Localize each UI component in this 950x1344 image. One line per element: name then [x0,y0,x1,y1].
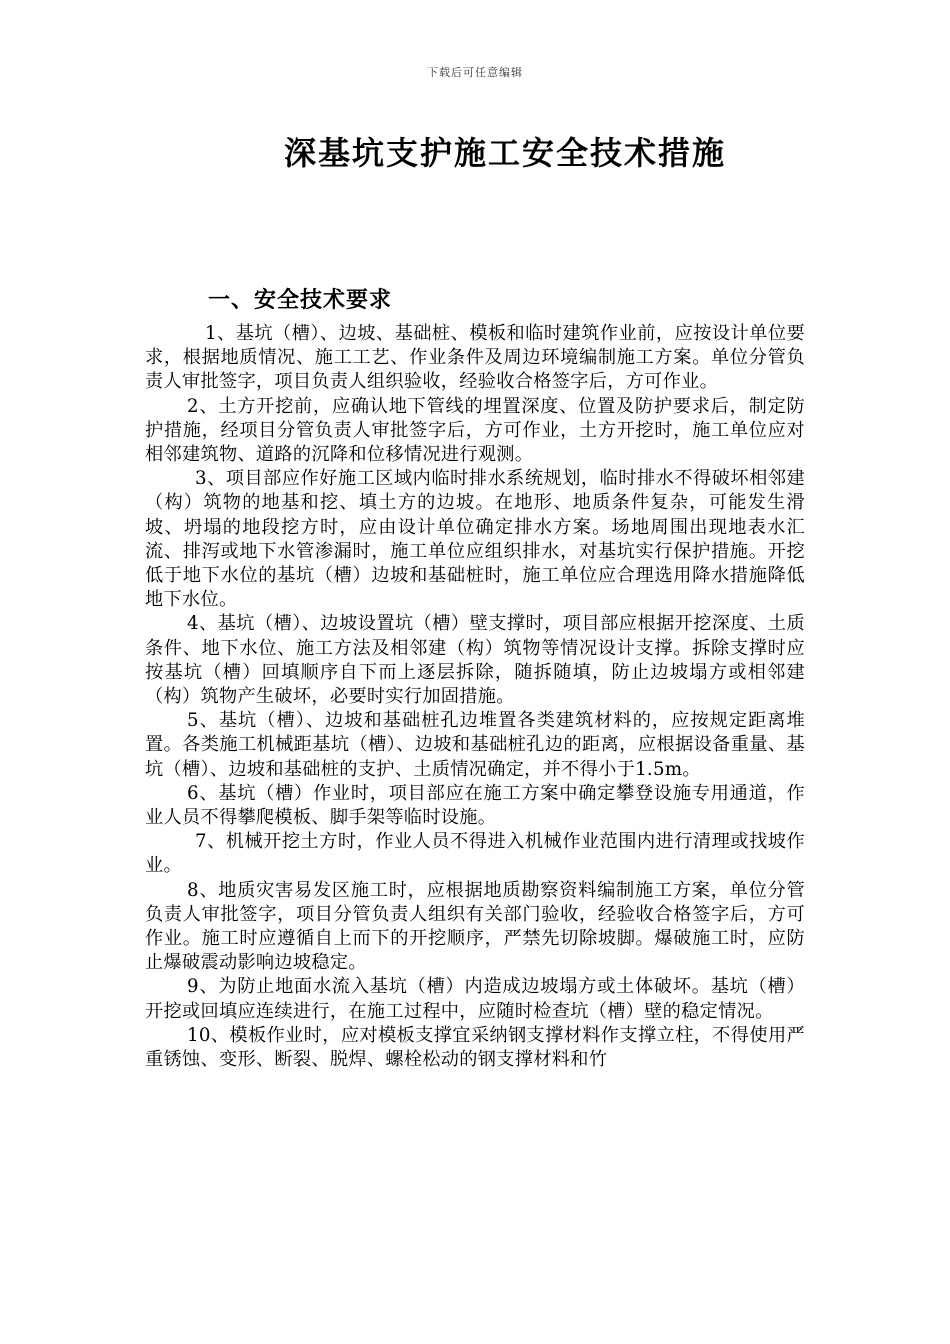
paragraph-7: 7、机械开挖土方时，作业人员不得进入机械作业范围内进行清理或找坡作业。 [145,831,805,877]
paragraph-10: 10、模板作业时，应对模板支撑宜采纳钢支撑材料作支撑立柱，不得使用严重锈蚀、变形、断裂、脱焊、螺栓松动的钢支撑材料和竹 [145,1024,805,1071]
paragraph-8: 8、地质灾害易发区施工时，应根据地质勘察资料编制施工方案，单位分管负责人审批签字，项目分管负责人组织有关部门验收，经验收合格签字后，方可作业。施工时应遵循自上而下的开挖顺序，严禁先切除坡脚。爆破施工时，应防止爆破震动影响边坡稳定。 [145,879,805,974]
paragraph-9: 9、为防止地面水流入基坑（槽）内造成边坡塌方或土体破坏。基坑（槽）开挖或回填应连续进行，在施工过程中，应随时检查坑（槽）壁的稳定情况。 [145,976,805,1022]
paragraph-6: 6、基坑（槽）作业时，项目部应在施工方案中确定攀登设施专用通道，作业人员不得攀爬模板、脚手架等临时设施。 [145,782,805,829]
paragraph-4: 4、基坑（槽）、边坡设置坑（槽）壁支撑时，项目部应根据开挖深度、土质条件、地下水位、施工方法及相邻建（构）筑物等情况设计支撑。拆除支撑时应按基坑（槽）回填顺序自下而上逐层拆除，随拆随填，防止边坡塌方或相邻建（构）筑物产生破坏，必要时实行加固措施。 [145,613,805,708]
paragraph-1: 1、基坑（槽）、边坡、基础桩、模板和临时建筑作业前，应按设计单位要求，根据地质情况、施工工艺、作业条件及周边环境编制施工方案。单位分管负责人审批签字，项目负责人组织验收，经验收合格签字后，方可作业。 [145,323,805,393]
paragraph-2: 2、土方开挖前，应确认地下管线的埋置深度、位置及防护要求后，制定防护措施，经项目分管负责人审批签字后，方可作业，土方开挖时，施工单位应对相邻建筑物、道路的沉降和位移情况进行观测。 [145,395,805,466]
header-note: 下载后可任意编辑 [427,66,523,79]
body-text [145,322,805,1072]
paragraph-3: 3、项目部应作好施工区域内临时排水系统规划，临时排水不得破坏相邻建（构）筑物的地基和挖、填土方的边坡。在地形、地质条件复杂，可能发生滑坡、坍塌的地段挖方时，应由设计单位确定排水方案。场地周围出现地表水汇流、排泻或地下水管渗漏时，施工单位应组织排水，对基坑实行保护措施。开挖低于地下水位的基坑（槽）边坡和基础桩时，施工单位应合理选用降水措施降低地下水位。 [145,468,805,611]
section-heading: 一、安全技术要求 [208,287,393,313]
document-title: 深基坑支护施工安全技术措施 [283,134,726,172]
paragraph-5: 5、基坑（槽）、边坡和基础桩孔边堆置各类建筑材料的，应按规定距离堆置。各类施工机械距基坑（槽）、边坡和基础桩孔边的距离，应根据设备重量、基坑（槽）、边坡和基础桩的支护、土质情况确定，并不得小于1.5m。 [145,710,805,780]
